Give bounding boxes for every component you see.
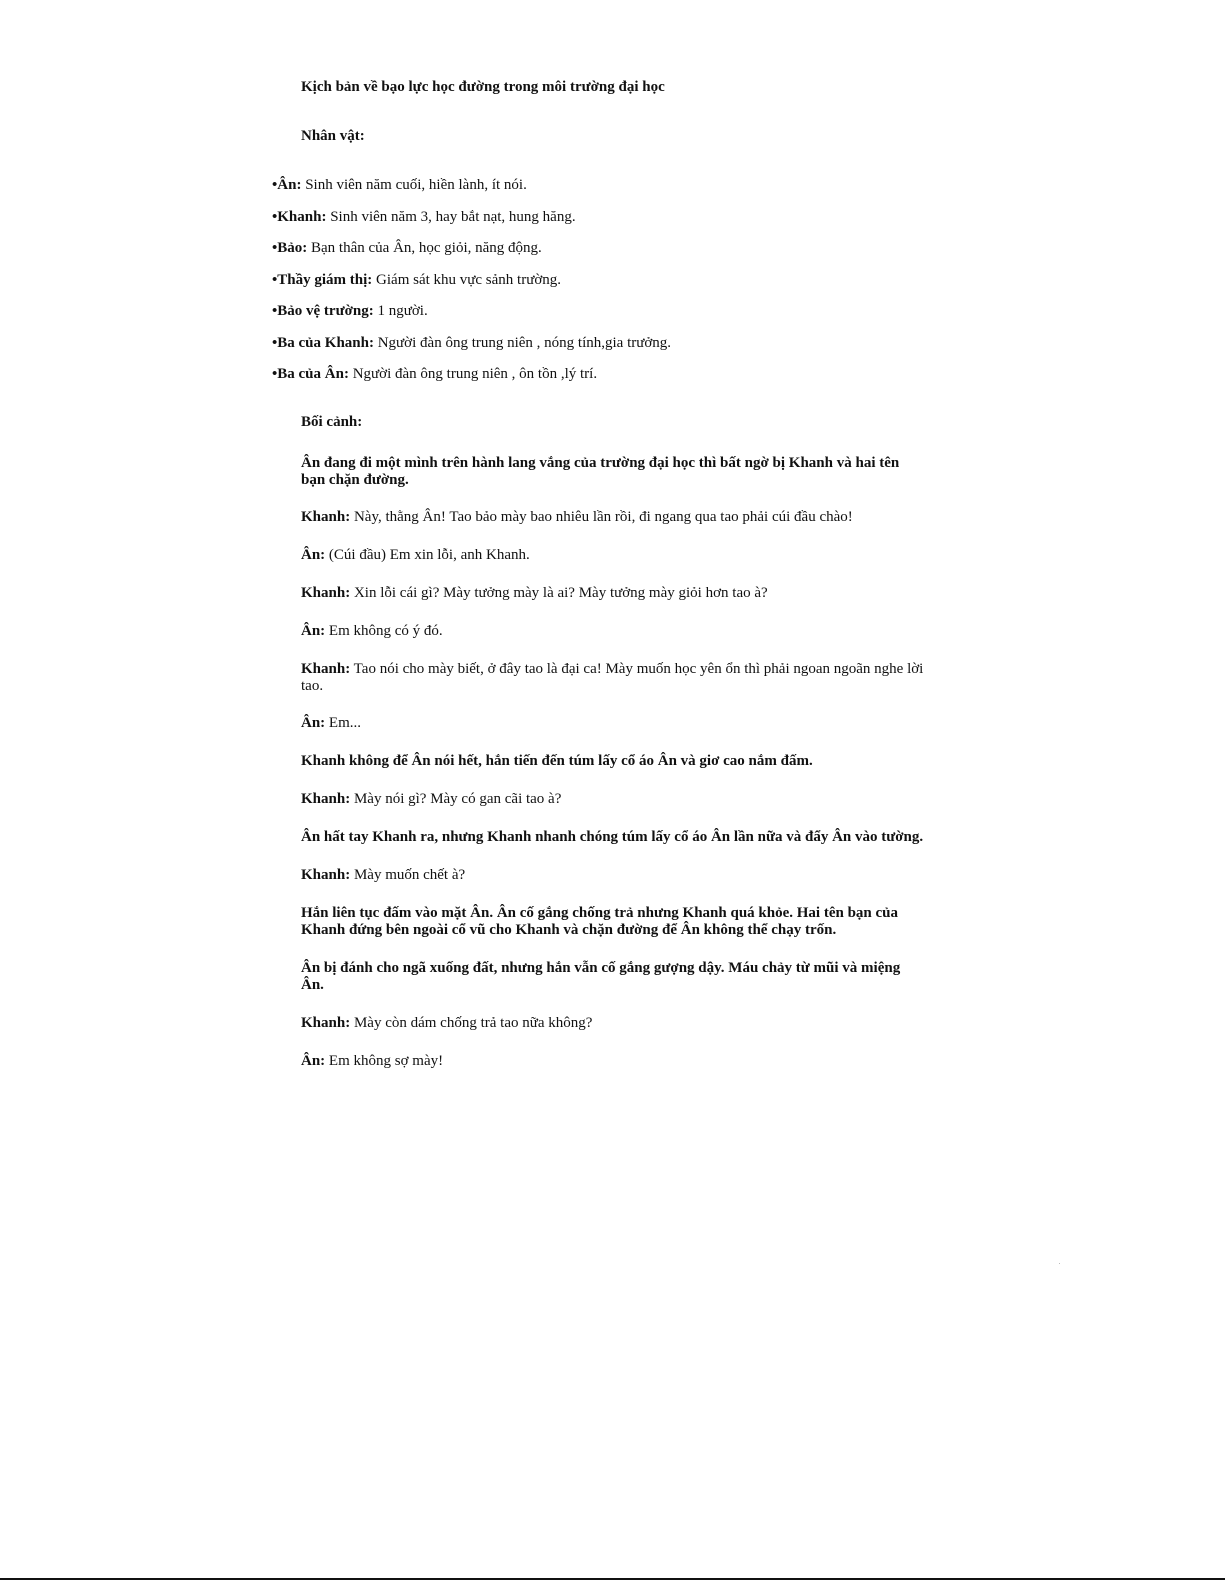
character-name: Ba của Khanh:	[277, 334, 374, 351]
stage-direction: Ân bị đánh cho ngã xuống đất, nhưng hắn vẫn cố gắng gượng dậy. Máu chảy từ mũi và miệng Ân.	[301, 960, 901, 993]
character-name: Khanh:	[277, 208, 327, 225]
character-description: Người đàn ông trung niên , ôn tồn ,lý trí.	[348, 366, 598, 382]
dialogue-text: Mày muốn chết à?	[350, 867, 466, 883]
character-description: Người đàn ông trung niên , nóng tính,gia trưởng.	[373, 334, 672, 351]
dialogue-line	[301, 661, 926, 695]
character-name: Thầy giám thị:	[277, 271, 373, 288]
scan-speck	[1059, 1263, 1060, 1264]
character-name: Ba của Ân:	[277, 366, 349, 382]
dialogue-text: Xin lỗi cái gì? Mày tưởng mày là ai? Mày tưởng mày giỏi hơn tao à?	[350, 585, 768, 601]
dialogue-text: Tao nói cho mày biết, ở đây tao là đại ca! Mày muốn học yên ổn thì phải ngoan ngoãn nghe lời tao.	[301, 661, 924, 694]
speaker-name: Ân:	[301, 547, 326, 563]
character-description: Giám sát khu vực sảnh trường.	[372, 271, 562, 288]
stage-direction: Ân đang đi một mình trên hành lang vắng của trường đại học thì bất ngờ bị Khanh và hai tên bạn chặn đường.	[301, 455, 900, 488]
dialogue-line	[301, 791, 926, 808]
character-description: Bạn thân của Ân, học giỏi, năng động.	[307, 240, 542, 256]
page-bottom-edge	[0, 1578, 1225, 1580]
speaker-name: Khanh:	[301, 867, 351, 883]
dialogue-line	[301, 867, 926, 884]
dialogue-text: (Cúi đầu) Em xin lỗi, anh Khanh.	[325, 547, 530, 563]
script-body	[301, 455, 926, 1070]
stage-direction: Ân hất tay Khanh ra, nhưng Khanh nhanh chóng túm lấy cổ áo Ân lần nữa và đẩy Ân vào tường.	[301, 829, 924, 845]
stage-direction: Hắn liên tục đấm vào mặt Ân. Ân cố gắng chống trả nhưng Khanh quá khỏe. Hai tên bạn của Khanh đứng bên ngoài cổ vũ cho Khanh và chặn đường để Ân không thể chạy trốn.	[301, 905, 899, 938]
bullet: •	[272, 334, 278, 351]
list-item	[272, 334, 671, 366]
dialogue-text: Mày nói gì? Mày có gan cãi tao à?	[350, 791, 562, 807]
dialogue-line	[301, 715, 926, 732]
speaker-name: Ân:	[301, 623, 326, 639]
characters-heading: Nhân vật:	[301, 128, 365, 144]
list-item	[272, 208, 671, 240]
speaker-name: Khanh:	[301, 585, 351, 601]
dialogue-text: Em không sợ mày!	[325, 1053, 444, 1069]
speaker-name: Khanh:	[301, 661, 351, 677]
dialogue-text: Này, thằng Ân! Tao bảo mày bao nhiêu lần rồi, đi ngang qua tao phải cúi đầu chào!	[350, 509, 853, 525]
dialogue-line	[301, 585, 926, 602]
character-description: 1 người.	[373, 303, 428, 319]
bullet: •	[272, 271, 278, 288]
list-item	[272, 176, 671, 208]
character-description: Sinh viên năm 3, hay bắt nạt, hung hăng.	[326, 208, 576, 225]
character-name: Bảo:	[277, 240, 308, 256]
dialogue-text: Em không có ý đó.	[325, 623, 443, 639]
dialogue-line	[301, 1015, 926, 1032]
character-name: Ân:	[277, 177, 302, 193]
character-description: Sinh viên năm cuối, hiền lành, ít nói.	[301, 177, 527, 193]
list-item	[272, 302, 671, 334]
context-heading: Bối cảnh:	[301, 414, 363, 430]
character-list	[272, 176, 671, 397]
list-item	[272, 271, 671, 303]
speaker-name: Khanh:	[301, 1015, 351, 1031]
dialogue-line	[301, 509, 926, 526]
document-title: Kịch bản về bạo lực học đường trong môi trường đại học	[301, 79, 665, 95]
bullet: •	[272, 303, 278, 319]
dialogue-text: Mày còn dám chống trả tao nữa không?	[350, 1015, 593, 1031]
bullet: •	[272, 177, 278, 193]
speaker-name: Ân:	[301, 1053, 326, 1069]
character-name: Bảo vệ trường:	[277, 303, 374, 319]
dialogue-line	[301, 623, 926, 640]
speaker-name: Khanh:	[301, 791, 351, 807]
speaker-name: Ân:	[301, 715, 326, 731]
list-item	[272, 365, 671, 397]
bullet: •	[272, 366, 278, 382]
speaker-name: Khanh:	[301, 509, 351, 525]
dialogue-text: Em...	[325, 715, 362, 731]
bullet: •	[272, 240, 278, 256]
list-item	[272, 239, 671, 271]
dialogue-line	[301, 1053, 926, 1070]
dialogue-line	[301, 547, 926, 564]
stage-direction: Khanh không để Ân nói hết, hắn tiến đến túm lấy cổ áo Ân và giơ cao nắm đấm.	[301, 753, 813, 769]
bullet: •	[272, 208, 278, 225]
